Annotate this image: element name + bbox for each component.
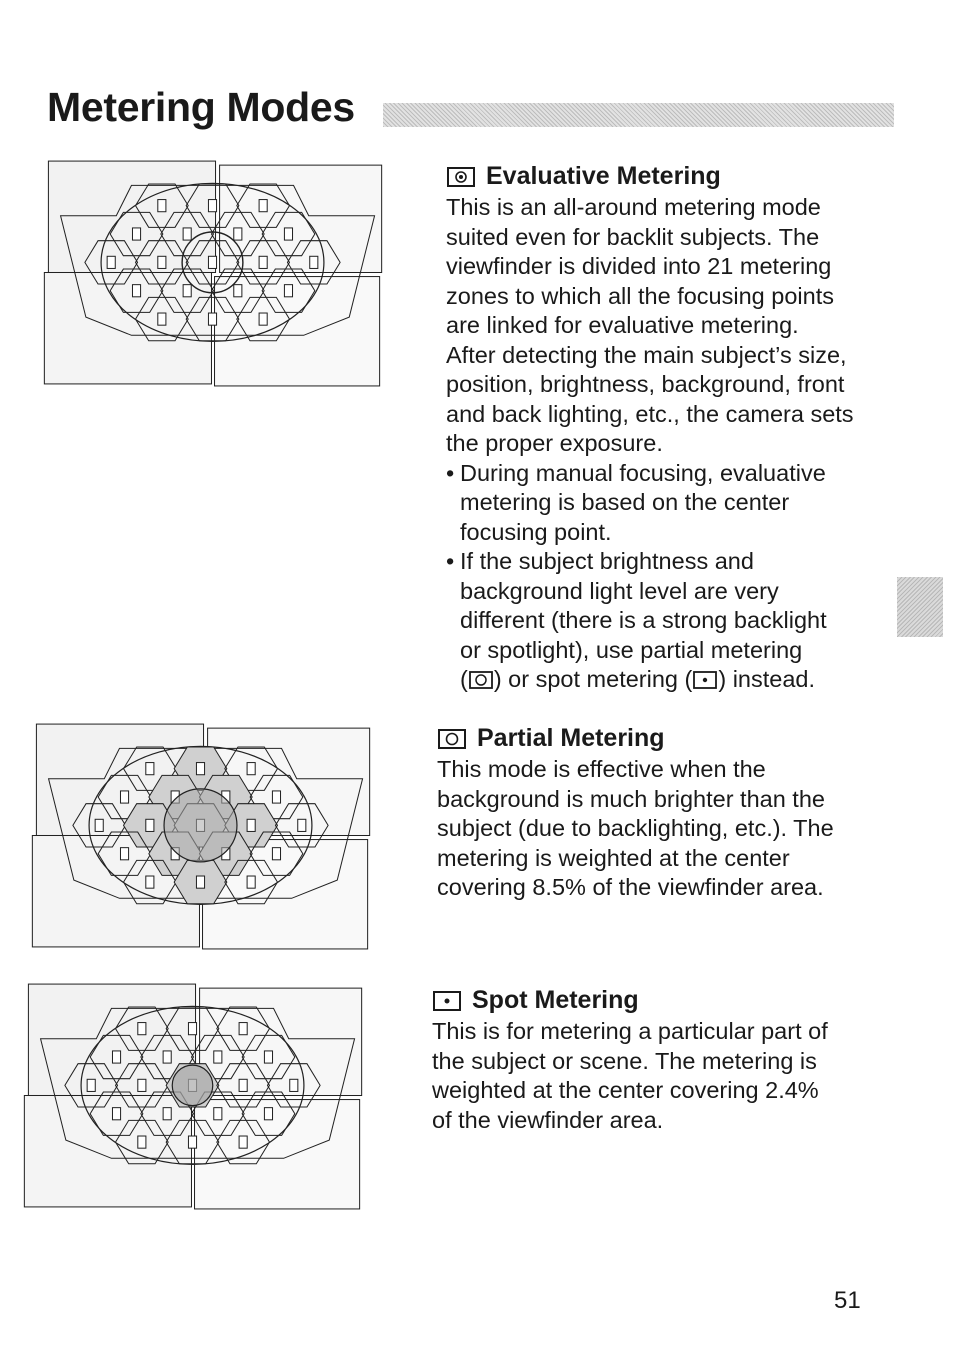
spot-metering-icon (692, 670, 718, 690)
focus-point (163, 1051, 171, 1063)
focus-point (146, 876, 154, 888)
heading-label: Partial Metering (477, 724, 665, 752)
focus-point (264, 1051, 272, 1063)
section-evaluative (446, 162, 896, 695)
focus-point (188, 1136, 196, 1148)
body-line: metering is weighted at the center (437, 844, 790, 871)
section-heading (446, 162, 896, 191)
focus-point (132, 228, 140, 240)
body-line: zones to which all the focusing points (446, 282, 834, 309)
section-heading (437, 724, 887, 753)
focus-point (247, 763, 255, 775)
body-line: and back lighting, etc., the camera sets (446, 400, 854, 427)
text-end: ) instead. (718, 666, 816, 692)
focus-point (272, 848, 280, 860)
evaluative-metering-icon (446, 166, 476, 188)
note-backlight (446, 547, 896, 695)
note-line (460, 665, 896, 695)
focus-point (183, 285, 191, 297)
body-line: are linked for evaluative metering. (446, 312, 799, 338)
focus-point (284, 285, 292, 297)
body-line: suited even for backlit subjects. The (446, 223, 820, 250)
body-line: covering 8.5% of the viewfinder area. (437, 874, 824, 900)
focus-point (208, 256, 216, 268)
focus-point (138, 1136, 146, 1148)
body-line: the subject or scene. The metering is (432, 1047, 817, 1074)
note-line: different (there is a strong backlight (460, 607, 827, 633)
focus-point (158, 256, 166, 268)
section-partial (437, 724, 887, 903)
focus-point (259, 313, 267, 325)
spot-metering-icon (432, 990, 462, 1012)
focus-point (247, 819, 255, 831)
section-spot (432, 986, 882, 1135)
heading-label: Spot Metering (472, 986, 639, 1014)
focus-point (214, 1108, 222, 1120)
title-rule (383, 103, 894, 127)
evaluative-notes (446, 459, 896, 695)
partial-metering-icon (437, 728, 467, 750)
focus-point (208, 200, 216, 212)
chapter-tab (897, 577, 943, 637)
focus-point (259, 256, 267, 268)
body-line: the proper exposure. (446, 430, 663, 456)
page-title: Metering Modes (47, 84, 355, 130)
section-heading (432, 986, 882, 1015)
focus-point (272, 791, 280, 803)
page-number: 51 (834, 1287, 861, 1314)
focus-point (146, 819, 154, 831)
focus-point (158, 200, 166, 212)
body-line: This is for metering a particular part of (432, 1018, 828, 1044)
focus-point (239, 1136, 247, 1148)
focus-point (120, 848, 128, 860)
note-line: metering is based on the center (460, 489, 790, 515)
focus-point (208, 313, 216, 325)
body-line: viewfinder is divided into 21 metering (446, 253, 832, 279)
body-line: weighted at the center covering 2.4% (432, 1077, 819, 1103)
focus-point (112, 1051, 120, 1063)
focus-point (196, 763, 204, 775)
focus-point (188, 1023, 196, 1035)
note-line: focusing point. (460, 518, 612, 545)
focus-point (120, 791, 128, 803)
body-line: position, brightness, background, front (446, 371, 845, 397)
note-line: • If the subject brightness and (460, 548, 754, 574)
focus-point (158, 313, 166, 325)
partial-area (164, 789, 237, 862)
spot-area (172, 1065, 213, 1106)
heading-label: Evaluative Metering (486, 162, 721, 190)
frame-panel (200, 988, 362, 1095)
text-mid: ) or spot metering ( (493, 666, 693, 692)
focus-point (138, 1023, 146, 1035)
focus-point (264, 1108, 272, 1120)
focus-point (234, 285, 242, 297)
body-line: of the viewfinder area. (432, 1106, 664, 1133)
focus-point (132, 285, 140, 297)
focus-point (112, 1108, 120, 1120)
focus-point (214, 1051, 222, 1063)
note-line: • During manual focusing, evaluative (460, 459, 826, 486)
focus-point (95, 819, 103, 831)
focus-point (298, 819, 306, 831)
focus-point (310, 256, 318, 268)
body-line: This mode is effective when the (437, 756, 766, 782)
note-line: or spotlight), use partial metering (460, 636, 803, 663)
focus-point (107, 256, 115, 268)
focus-point (239, 1023, 247, 1035)
partial-metering-icon (468, 670, 494, 690)
focus-point (87, 1079, 95, 1091)
note-manual-focus (446, 459, 896, 548)
focus-point (163, 1108, 171, 1120)
paren-open: ( (460, 666, 468, 692)
focus-point (234, 228, 242, 240)
spot-metering-diagram (20, 978, 365, 1213)
body-line: subject (due to backlighting, etc.). The (437, 815, 834, 841)
body-line: This is an all-around metering mode (446, 194, 821, 220)
focus-point (146, 763, 154, 775)
focus-point (259, 200, 267, 212)
focus-point (284, 228, 292, 240)
focus-point (183, 228, 191, 240)
focus-point (247, 876, 255, 888)
evaluative-body (446, 193, 896, 459)
focus-point (239, 1079, 247, 1091)
focus-point (290, 1079, 298, 1091)
body-line: After detecting the main subject’s size, (446, 341, 847, 368)
note-line: background light level are very (460, 577, 779, 604)
focus-point (196, 876, 204, 888)
evaluative-metering-diagram (40, 155, 385, 390)
partial-metering-diagram (28, 718, 373, 953)
frame-panel (220, 165, 382, 272)
body-line: background is much brighter than the (437, 785, 825, 812)
focus-point (138, 1079, 146, 1091)
